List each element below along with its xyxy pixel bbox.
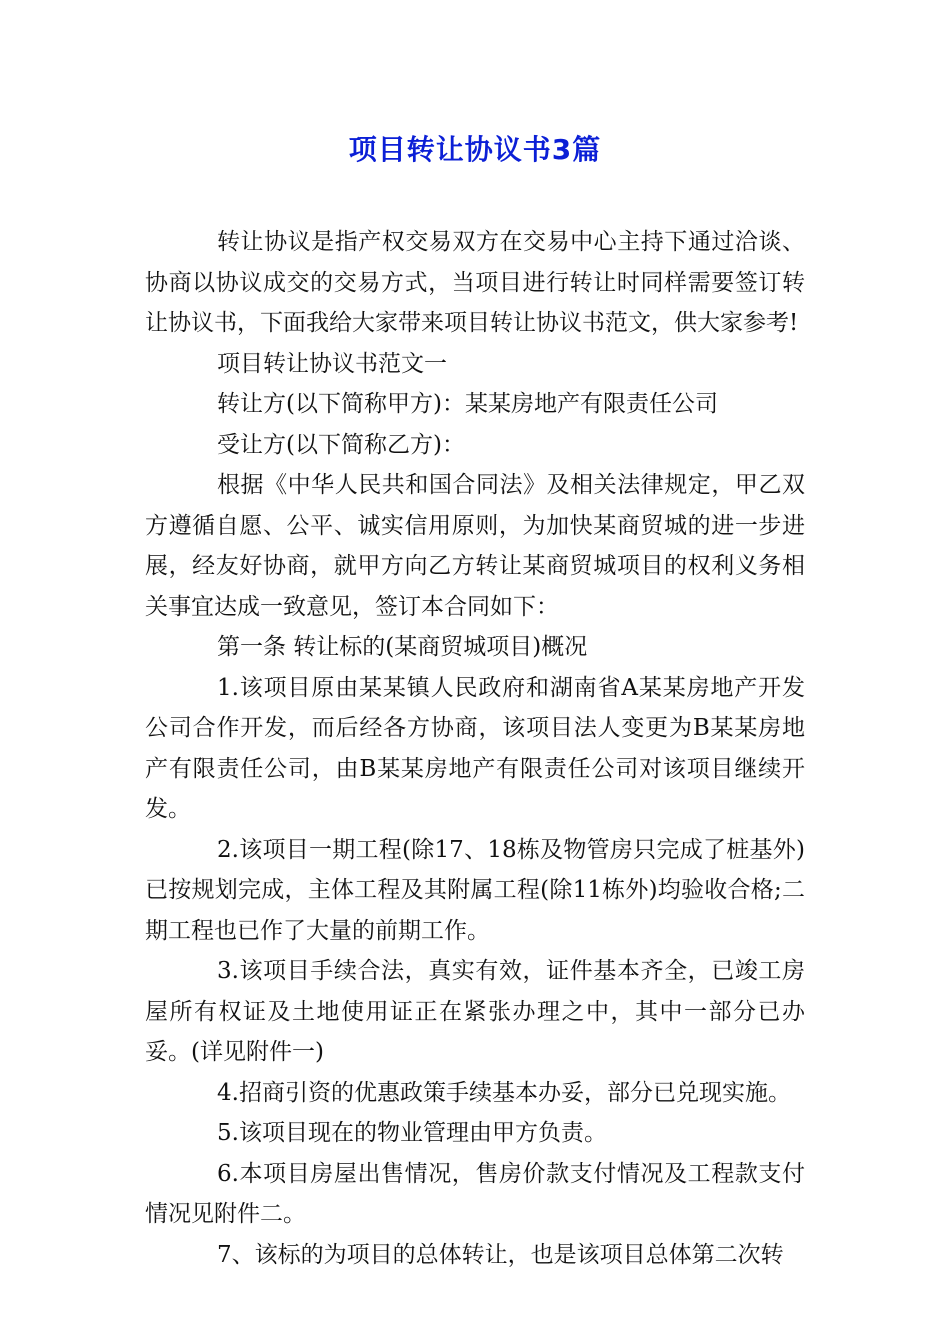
paragraph-transferee: 受让方(以下简称乙方)： — [217, 431, 465, 458]
paragraph-transferor: 转让方(以下简称甲方)：某某房地产有限责任公司 — [217, 391, 718, 417]
document-body — [145, 222, 805, 1275]
paragraph-item-3: 3.该项目手续合法，真实有效，证件基本齐全，已竣工房屋所有权证及土地使用证正在紧张办理之中，其中一部分已办妥。(详见附件一) — [145, 958, 805, 1065]
paragraph-item-4: 4.招商引资的优惠政策手续基本办妥，部分已兑现实施。 — [217, 1079, 791, 1106]
paragraph-sample-heading: 项目转让协议书范文一 — [217, 350, 447, 377]
paragraph-item-6: 6.本项目房屋出售情况，售房价款支付情况及工程款支付情况见附件二。 — [145, 1160, 805, 1227]
paragraph-item-2: 2.该项目一期工程(除17、18栋及物管房只完成了桩基外)已按规划完成，主体工程及其附属工程(除11栋外)均验收合格;二期工程也已作了大量的前期工作。 — [145, 836, 805, 944]
paragraph-article-one: 第一条 转让标的(某商贸城项目)概况 — [217, 634, 588, 660]
paragraph-item-7: 7、该标的为项目的总体转让，也是该项目总体第二次转 — [217, 1241, 784, 1268]
paragraph-item-1: 1.该项目原由某某镇人民政府和湖南省A某某房地产开发公司合作开发，而后经各方协商，该项目法人变更为B某某房地产有限责任公司，由B某某房地产有限责任公司对该项目继续开发。 — [145, 674, 805, 822]
paragraph-intro: 转让协议是指产权交易双方在交易中心主持下通过洽谈、协商以协议成交的交易方式，当项目进行转让时同样需要签订转让协议书，下面我给大家带来项目转让协议书范文，供大家参考! — [145, 229, 805, 336]
paragraph-preamble: 根据《中华人民共和国合同法》及相关法律规定，甲乙双方遵循自愿、公平、诚实信用原则，为加快某商贸城的进一步进展，经友好协商，就甲方向乙方转让某商贸城项目的权利义务相关事宜达成一致意见，签订本合同如下： — [145, 472, 805, 620]
paragraph-item-5: 5.该项目现在的物业管理由甲方负责。 — [217, 1120, 607, 1146]
document-title: 项目转让协议书3篇 — [348, 133, 602, 166]
